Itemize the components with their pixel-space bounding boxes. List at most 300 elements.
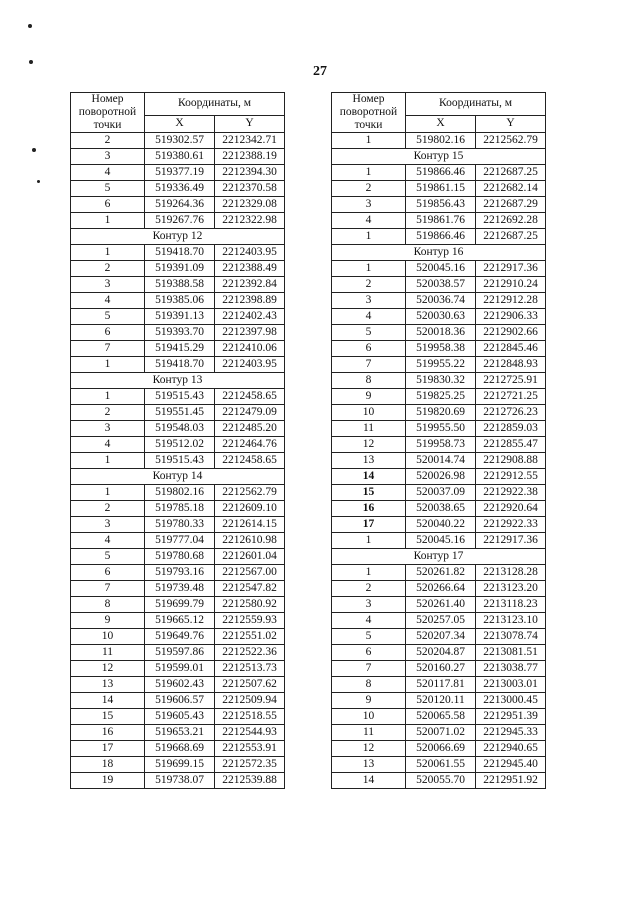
table-row xyxy=(332,293,546,309)
point-number: 2 xyxy=(71,133,145,149)
point-number: 7 xyxy=(71,581,145,597)
y-coordinate: 2212687.29 xyxy=(476,197,546,213)
x-coordinate: 519738.07 xyxy=(145,773,215,789)
contour-label: Контур 15 xyxy=(332,149,546,165)
point-number: 11 xyxy=(71,645,145,661)
x-coordinate: 519302.57 xyxy=(145,133,215,149)
y-coordinate: 2212551.02 xyxy=(215,629,285,645)
table-row xyxy=(71,517,285,533)
table-row xyxy=(332,453,546,469)
x-coordinate: 519515.43 xyxy=(145,389,215,405)
contour-row xyxy=(71,229,285,245)
y-coordinate: 2212945.33 xyxy=(476,725,546,741)
table-row xyxy=(332,197,546,213)
y-coordinate: 2212394.30 xyxy=(215,165,285,181)
x-coordinate: 519653.21 xyxy=(145,725,215,741)
table-row xyxy=(332,773,546,789)
x-coordinate: 520257.05 xyxy=(406,613,476,629)
y-coordinate: 2212388.49 xyxy=(215,261,285,277)
x-coordinate: 519605.43 xyxy=(145,709,215,725)
table-row xyxy=(332,645,546,661)
point-number: 13 xyxy=(71,677,145,693)
y-coordinate: 2212485.20 xyxy=(215,421,285,437)
header-point: Номер поворотной точки xyxy=(332,93,406,133)
x-coordinate: 520037.09 xyxy=(406,485,476,501)
point-number: 14 xyxy=(332,773,406,789)
table-row xyxy=(332,565,546,581)
y-coordinate: 2212539.88 xyxy=(215,773,285,789)
y-coordinate: 2213081.51 xyxy=(476,645,546,661)
y-coordinate: 2212567.00 xyxy=(215,565,285,581)
point-number: 11 xyxy=(332,725,406,741)
margin-dot xyxy=(32,148,36,152)
x-coordinate: 520040.22 xyxy=(406,517,476,533)
y-coordinate: 2213123.10 xyxy=(476,613,546,629)
x-coordinate: 519958.38 xyxy=(406,341,476,357)
point-number: 13 xyxy=(332,757,406,773)
table-row xyxy=(71,325,285,341)
x-coordinate: 519825.25 xyxy=(406,389,476,405)
x-coordinate: 520038.65 xyxy=(406,501,476,517)
contour-label: Контур 12 xyxy=(71,229,285,245)
point-number: 3 xyxy=(332,293,406,309)
x-coordinate: 519548.03 xyxy=(145,421,215,437)
table-row xyxy=(71,245,285,261)
x-coordinate: 519830.32 xyxy=(406,373,476,389)
contour-row xyxy=(332,549,546,565)
y-coordinate: 2212513.73 xyxy=(215,661,285,677)
table-row xyxy=(71,757,285,773)
point-number: 2 xyxy=(71,501,145,517)
point-number: 5 xyxy=(71,309,145,325)
x-coordinate: 519385.06 xyxy=(145,293,215,309)
coordinates-table-right xyxy=(331,92,546,789)
point-number: 6 xyxy=(332,341,406,357)
table-row xyxy=(332,501,546,517)
contour-label: Контур 16 xyxy=(332,245,546,261)
point-number: 9 xyxy=(71,613,145,629)
table-row xyxy=(71,453,285,469)
table-row xyxy=(71,485,285,501)
page-number: 27 xyxy=(313,64,327,79)
point-number: 1 xyxy=(332,229,406,245)
table-row xyxy=(71,677,285,693)
x-coordinate: 520117.81 xyxy=(406,677,476,693)
y-coordinate: 2212614.15 xyxy=(215,517,285,533)
contour-row xyxy=(71,469,285,485)
table-row xyxy=(332,389,546,405)
x-coordinate: 520160.27 xyxy=(406,661,476,677)
y-coordinate: 2212855.47 xyxy=(476,437,546,453)
point-number: 1 xyxy=(332,133,406,149)
x-coordinate: 520120.11 xyxy=(406,693,476,709)
point-number: 1 xyxy=(71,213,145,229)
y-coordinate: 2212403.95 xyxy=(215,245,285,261)
header-y: Y xyxy=(215,115,285,132)
x-coordinate: 520055.70 xyxy=(406,773,476,789)
table-row xyxy=(71,197,285,213)
table-row xyxy=(332,261,546,277)
contour-label: Контур 17 xyxy=(332,549,546,565)
point-number: 1 xyxy=(332,165,406,181)
table-body-left xyxy=(71,133,285,789)
point-number: 9 xyxy=(332,389,406,405)
point-number: 12 xyxy=(332,437,406,453)
point-number: 1 xyxy=(71,245,145,261)
table-row xyxy=(332,613,546,629)
y-coordinate: 2213128.28 xyxy=(476,565,546,581)
table-row xyxy=(71,389,285,405)
point-number: 17 xyxy=(332,517,406,533)
table-row xyxy=(71,421,285,437)
contour-label: Контур 14 xyxy=(71,469,285,485)
y-coordinate: 2213118.23 xyxy=(476,597,546,613)
y-coordinate: 2212392.84 xyxy=(215,277,285,293)
y-coordinate: 2212951.92 xyxy=(476,773,546,789)
point-number: 4 xyxy=(332,309,406,325)
x-coordinate: 519856.43 xyxy=(406,197,476,213)
header-coords: Координаты, м xyxy=(145,93,285,116)
y-coordinate: 2212479.09 xyxy=(215,405,285,421)
x-coordinate: 520036.74 xyxy=(406,293,476,309)
x-coordinate: 520266.64 xyxy=(406,581,476,597)
x-coordinate: 519699.15 xyxy=(145,757,215,773)
y-coordinate: 2212609.10 xyxy=(215,501,285,517)
point-number: 1 xyxy=(71,485,145,501)
contour-label: Контур 13 xyxy=(71,373,285,389)
y-coordinate: 2212687.25 xyxy=(476,229,546,245)
y-coordinate: 2212559.93 xyxy=(215,613,285,629)
margin-dot xyxy=(29,60,33,64)
x-coordinate: 520026.98 xyxy=(406,469,476,485)
table-row xyxy=(332,469,546,485)
point-number: 13 xyxy=(332,453,406,469)
y-coordinate: 2213000.45 xyxy=(476,693,546,709)
point-number: 9 xyxy=(332,693,406,709)
table-row xyxy=(71,293,285,309)
x-coordinate: 519802.16 xyxy=(145,485,215,501)
y-coordinate: 2212553.91 xyxy=(215,741,285,757)
point-number: 2 xyxy=(332,181,406,197)
y-coordinate: 2212398.89 xyxy=(215,293,285,309)
table-row xyxy=(71,501,285,517)
y-coordinate: 2212562.79 xyxy=(476,133,546,149)
y-coordinate: 2212509.94 xyxy=(215,693,285,709)
x-coordinate: 519377.19 xyxy=(145,165,215,181)
point-number: 1 xyxy=(71,389,145,405)
point-number: 6 xyxy=(71,565,145,581)
x-coordinate: 520045.16 xyxy=(406,261,476,277)
table-row xyxy=(71,181,285,197)
table-row xyxy=(71,725,285,741)
point-number: 4 xyxy=(332,613,406,629)
table-row xyxy=(71,277,285,293)
point-number: 2 xyxy=(71,261,145,277)
y-coordinate: 2212906.33 xyxy=(476,309,546,325)
table-row xyxy=(332,181,546,197)
y-coordinate: 2212725.91 xyxy=(476,373,546,389)
table-body-right xyxy=(332,133,546,789)
table-row xyxy=(332,485,546,501)
point-number: 4 xyxy=(71,165,145,181)
point-number: 6 xyxy=(332,645,406,661)
x-coordinate: 520018.36 xyxy=(406,325,476,341)
table-row xyxy=(332,309,546,325)
point-number: 15 xyxy=(332,485,406,501)
point-number: 10 xyxy=(332,709,406,725)
y-coordinate: 2212920.64 xyxy=(476,501,546,517)
point-number: 4 xyxy=(71,437,145,453)
x-coordinate: 519512.02 xyxy=(145,437,215,453)
point-number: 7 xyxy=(332,661,406,677)
y-coordinate: 2212682.14 xyxy=(476,181,546,197)
x-coordinate: 519393.70 xyxy=(145,325,215,341)
table-row xyxy=(332,325,546,341)
y-coordinate: 2212859.03 xyxy=(476,421,546,437)
x-coordinate: 520204.87 xyxy=(406,645,476,661)
x-coordinate: 519665.12 xyxy=(145,613,215,629)
table-row xyxy=(332,517,546,533)
y-coordinate: 2212458.65 xyxy=(215,389,285,405)
point-number: 12 xyxy=(71,661,145,677)
point-number: 4 xyxy=(71,533,145,549)
x-coordinate: 520261.82 xyxy=(406,565,476,581)
point-number: 3 xyxy=(332,597,406,613)
y-coordinate: 2212522.36 xyxy=(215,645,285,661)
x-coordinate: 519597.86 xyxy=(145,645,215,661)
table-row xyxy=(332,133,546,149)
x-coordinate: 519958.73 xyxy=(406,437,476,453)
x-coordinate: 519415.29 xyxy=(145,341,215,357)
x-coordinate: 519861.76 xyxy=(406,213,476,229)
y-coordinate: 2212322.98 xyxy=(215,213,285,229)
x-coordinate: 520045.16 xyxy=(406,533,476,549)
table-row xyxy=(71,661,285,677)
point-number: 14 xyxy=(332,469,406,485)
table-row xyxy=(71,773,285,789)
table-row xyxy=(332,757,546,773)
y-coordinate: 2212951.39 xyxy=(476,709,546,725)
table-row xyxy=(332,437,546,453)
point-number: 10 xyxy=(332,405,406,421)
margin-dot xyxy=(28,24,32,28)
table-row xyxy=(71,645,285,661)
point-number: 2 xyxy=(332,277,406,293)
y-coordinate: 2213123.20 xyxy=(476,581,546,597)
table-row xyxy=(71,709,285,725)
table-row xyxy=(332,373,546,389)
x-coordinate: 519602.43 xyxy=(145,677,215,693)
table-row xyxy=(71,549,285,565)
y-coordinate: 2212917.36 xyxy=(476,533,546,549)
point-number: 1 xyxy=(71,357,145,373)
y-coordinate: 2212342.71 xyxy=(215,133,285,149)
table-row xyxy=(71,261,285,277)
point-number: 12 xyxy=(332,741,406,757)
table-row xyxy=(332,629,546,645)
x-coordinate: 519780.68 xyxy=(145,549,215,565)
x-coordinate: 519380.61 xyxy=(145,149,215,165)
y-coordinate: 2212922.38 xyxy=(476,485,546,501)
point-number: 4 xyxy=(71,293,145,309)
x-coordinate: 519866.46 xyxy=(406,229,476,245)
y-coordinate: 2212912.55 xyxy=(476,469,546,485)
table-row xyxy=(71,533,285,549)
y-coordinate: 2212458.65 xyxy=(215,453,285,469)
contour-row xyxy=(332,245,546,261)
x-coordinate: 519418.70 xyxy=(145,245,215,261)
table-row xyxy=(71,357,285,373)
point-number: 8 xyxy=(71,597,145,613)
x-coordinate: 519866.46 xyxy=(406,165,476,181)
point-number: 3 xyxy=(71,421,145,437)
y-coordinate: 2212464.76 xyxy=(215,437,285,453)
y-coordinate: 2212580.92 xyxy=(215,597,285,613)
table-row xyxy=(332,213,546,229)
table-row xyxy=(332,229,546,245)
point-number: 14 xyxy=(71,693,145,709)
point-number: 8 xyxy=(332,373,406,389)
table-row xyxy=(332,677,546,693)
point-number: 18 xyxy=(71,757,145,773)
x-coordinate: 519785.18 xyxy=(145,501,215,517)
y-coordinate: 2212601.04 xyxy=(215,549,285,565)
table-row xyxy=(332,597,546,613)
x-coordinate: 519551.45 xyxy=(145,405,215,421)
table-row xyxy=(332,725,546,741)
y-coordinate: 2212610.98 xyxy=(215,533,285,549)
x-coordinate: 519955.50 xyxy=(406,421,476,437)
y-coordinate: 2212329.08 xyxy=(215,197,285,213)
table-row xyxy=(332,693,546,709)
x-coordinate: 520066.69 xyxy=(406,741,476,757)
point-number: 17 xyxy=(71,741,145,757)
point-number: 3 xyxy=(71,277,145,293)
y-coordinate: 2212908.88 xyxy=(476,453,546,469)
y-coordinate: 2212544.93 xyxy=(215,725,285,741)
point-number: 1 xyxy=(71,453,145,469)
x-coordinate: 520030.63 xyxy=(406,309,476,325)
table-row xyxy=(332,341,546,357)
x-coordinate: 520061.55 xyxy=(406,757,476,773)
point-number: 19 xyxy=(71,773,145,789)
x-coordinate: 519649.76 xyxy=(145,629,215,645)
x-coordinate: 519777.04 xyxy=(145,533,215,549)
table-row xyxy=(71,613,285,629)
x-coordinate: 519606.57 xyxy=(145,693,215,709)
table-row xyxy=(71,741,285,757)
table-row xyxy=(71,693,285,709)
point-number: 7 xyxy=(332,357,406,373)
y-coordinate: 2212692.28 xyxy=(476,213,546,229)
table-row xyxy=(71,565,285,581)
table-row xyxy=(332,741,546,757)
y-coordinate: 2212410.06 xyxy=(215,341,285,357)
point-number: 16 xyxy=(332,501,406,517)
y-coordinate: 2212917.36 xyxy=(476,261,546,277)
y-coordinate: 2212562.79 xyxy=(215,485,285,501)
x-coordinate: 519418.70 xyxy=(145,357,215,373)
x-coordinate: 519515.43 xyxy=(145,453,215,469)
x-coordinate: 519668.69 xyxy=(145,741,215,757)
point-number: 11 xyxy=(332,421,406,437)
header-y: Y xyxy=(476,115,546,132)
y-coordinate: 2213078.74 xyxy=(476,629,546,645)
x-coordinate: 519780.33 xyxy=(145,517,215,533)
point-number: 5 xyxy=(71,181,145,197)
point-number: 5 xyxy=(332,325,406,341)
point-number: 15 xyxy=(71,709,145,725)
point-number: 16 xyxy=(71,725,145,741)
y-coordinate: 2212572.35 xyxy=(215,757,285,773)
point-number: 2 xyxy=(332,581,406,597)
y-coordinate: 2212910.24 xyxy=(476,277,546,293)
y-coordinate: 2212845.46 xyxy=(476,341,546,357)
contour-row xyxy=(332,149,546,165)
table-row xyxy=(332,165,546,181)
x-coordinate: 519391.13 xyxy=(145,309,215,325)
x-coordinate: 519264.36 xyxy=(145,197,215,213)
x-coordinate: 519388.58 xyxy=(145,277,215,293)
table-row xyxy=(71,149,285,165)
x-coordinate: 520071.02 xyxy=(406,725,476,741)
x-coordinate: 519599.01 xyxy=(145,661,215,677)
point-number: 4 xyxy=(332,213,406,229)
header-coords: Координаты, м xyxy=(406,93,546,116)
header-x: X xyxy=(406,115,476,132)
y-coordinate: 2212726.23 xyxy=(476,405,546,421)
point-number: 7 xyxy=(71,341,145,357)
y-coordinate: 2212721.25 xyxy=(476,389,546,405)
y-coordinate: 2212403.95 xyxy=(215,357,285,373)
x-coordinate: 520065.58 xyxy=(406,709,476,725)
y-coordinate: 2212370.58 xyxy=(215,181,285,197)
point-number: 3 xyxy=(71,149,145,165)
y-coordinate: 2212940.65 xyxy=(476,741,546,757)
x-coordinate: 519267.76 xyxy=(145,213,215,229)
table-row xyxy=(71,309,285,325)
y-coordinate: 2212945.40 xyxy=(476,757,546,773)
x-coordinate: 520014.74 xyxy=(406,453,476,469)
point-number: 8 xyxy=(332,677,406,693)
point-number: 1 xyxy=(332,565,406,581)
table-row xyxy=(71,437,285,453)
table-row xyxy=(71,213,285,229)
x-coordinate: 519793.16 xyxy=(145,565,215,581)
x-coordinate: 519861.15 xyxy=(406,181,476,197)
x-coordinate: 519391.09 xyxy=(145,261,215,277)
y-coordinate: 2212547.82 xyxy=(215,581,285,597)
y-coordinate: 2212687.25 xyxy=(476,165,546,181)
x-coordinate: 519820.69 xyxy=(406,405,476,421)
x-coordinate: 519699.79 xyxy=(145,597,215,613)
contour-row xyxy=(71,373,285,389)
y-coordinate: 2212518.55 xyxy=(215,709,285,725)
y-coordinate: 2212922.33 xyxy=(476,517,546,533)
table-row xyxy=(332,581,546,597)
y-coordinate: 2212507.62 xyxy=(215,677,285,693)
y-coordinate: 2213038.77 xyxy=(476,661,546,677)
table-row xyxy=(332,661,546,677)
point-number: 5 xyxy=(71,549,145,565)
point-number: 1 xyxy=(332,533,406,549)
point-number: 10 xyxy=(71,629,145,645)
point-number: 6 xyxy=(71,197,145,213)
y-coordinate: 2212912.28 xyxy=(476,293,546,309)
y-coordinate: 2212388.19 xyxy=(215,149,285,165)
point-number: 3 xyxy=(71,517,145,533)
y-coordinate: 2212902.66 xyxy=(476,325,546,341)
